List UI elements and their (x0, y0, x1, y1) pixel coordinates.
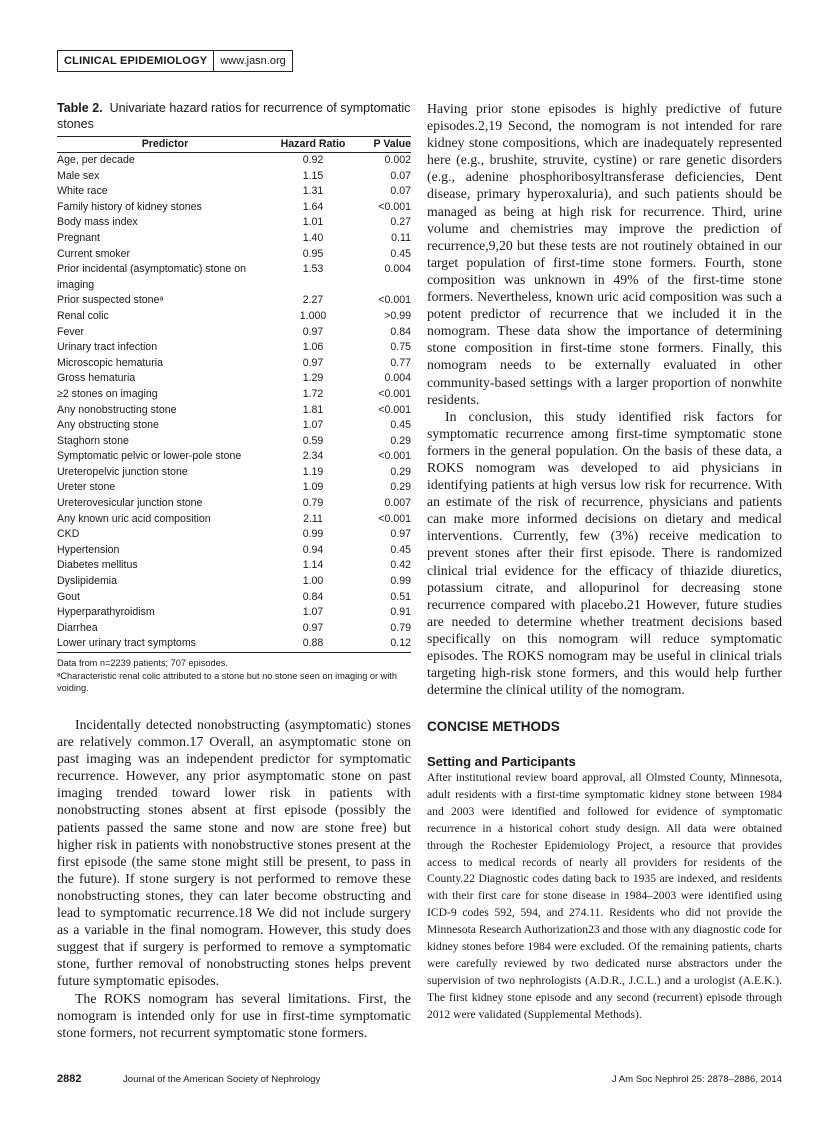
predictor-cell: Staghorn stone (57, 434, 129, 447)
predictor-cell: Dyslipidemia (57, 575, 118, 588)
p-value-cell: 0.12 (353, 636, 411, 652)
p-value-cell: 0.75 (390, 341, 411, 354)
table-row (57, 558, 411, 574)
p-value-cell: 0.002 (384, 154, 411, 166)
p-value-cell: <0.001 (378, 294, 411, 307)
section-heading-concise-methods: CONCISE METHODS (427, 719, 560, 734)
hazard-ratio-cell: 2.11 (303, 512, 323, 525)
table-row (57, 574, 411, 590)
predictor-cell: Ureterovesicular junction stone (57, 497, 203, 510)
paragraph: Having prior stone episodes is highly predictive of future episodes.2,19 Second, the nomogram is not intended for rare kidney stone compositions, which are inadequately represented here (e.g., brushite, struvite, cystine) or rare genetic disorders (e.g., adenine phosphoribosyltransferase deficiencies, Dent disease, primary hyperoxaluria), and such patients should be managed as being at high risk for recurrence. Third, urine volume and chemistries may improve the prediction of recurrence,9,20 but these tests are not routinely obtained in our target population of first-time stone formers. Fourth, stone composition was unknown in 49% of the first-time stone formers. Nevertheless, known uric acid composition was such a potent predictor of recurrence that we included it in the nomogram. These data show the importance of determining stone composition in first-time stone formers. Finally, this nomogram needs to be externally evaluated in other community-based settings with a larger proportion of nonwhite residents. (427, 101, 782, 407)
predictor-cell: Current smoker (57, 247, 130, 260)
p-value-cell: 0.45 (390, 247, 411, 260)
predictor-cell: Any nonobstructing stone (57, 403, 177, 416)
table-row (57, 512, 411, 528)
predictor-cell: Microscopic hematuria (57, 356, 163, 369)
predictor-cell: Fever (57, 325, 85, 338)
hazard-ratio-cell: 1.06 (302, 341, 324, 354)
hazard-ratio-cell: 1.01 (302, 216, 324, 229)
paragraph: The ROKS nomogram has several limitations. First, the nomogram is intended only for use in first-time symptomatic stone formers, not recurrent symptomatic stone formers. (57, 990, 411, 1040)
p-value-cell: 0.29 (390, 434, 411, 447)
predictor-cell: Any known uric acid composition (57, 512, 211, 525)
predictor-cell: ≥2 stones on imaging (57, 387, 158, 400)
column-header-hazard-ratio: Hazard Ratio (273, 137, 353, 153)
table-row (57, 293, 411, 309)
table-row (57, 153, 411, 169)
table-row (57, 480, 411, 496)
table-row (57, 169, 411, 185)
subsection-heading-setting: Setting and Participants (427, 754, 576, 769)
p-value-cell: 0.004 (384, 372, 411, 385)
p-value-cell: <0.001 (378, 387, 411, 400)
table-caption (57, 100, 411, 132)
p-value-cell: 0.91 (390, 606, 411, 619)
footer-citation: J Am Soc Nephrol 25: 2878–2886, 2014 (611, 1074, 782, 1085)
predictor-cell: Prior incidental (asymptomatic) stone on imaging (57, 263, 247, 291)
predictor-cell: Ureter stone (57, 481, 116, 494)
table-row (57, 247, 411, 263)
p-value-cell: 0.29 (390, 465, 411, 478)
table-row (57, 200, 411, 216)
table-note-data: Data from n=2239 patients; 707 episodes. (57, 658, 228, 668)
table-label: Table 2. (57, 101, 103, 115)
predictor-cell: Ureteropelvic junction stone (57, 465, 188, 478)
hazard-ratio-cell: 1.000 (299, 309, 327, 322)
table-row (57, 621, 411, 637)
table-row (57, 325, 411, 341)
predictor-cell: Pregnant (57, 231, 100, 244)
predictor-cell: Hypertension (57, 543, 120, 556)
hazard-ratio-cell: 0.97 (302, 325, 324, 338)
column-header-p-value: P Value (353, 137, 411, 153)
table-row (57, 465, 411, 481)
table-row (57, 356, 411, 372)
p-value-cell: 0.45 (390, 419, 411, 432)
p-value-cell: 0.07 (390, 185, 411, 198)
predictor-cell: Urinary tract infection (57, 341, 158, 354)
p-value-cell: 0.29 (390, 481, 411, 494)
predictor-cell: Renal colic (57, 309, 109, 322)
hazard-ratio-cell: 1.00 (302, 575, 324, 588)
predictor-cell: Any obstructing stone (57, 419, 159, 432)
table-row (57, 184, 411, 200)
predictor-cell: Diarrhea (57, 621, 98, 634)
table-row (57, 340, 411, 356)
table-row (57, 527, 411, 543)
p-value-cell: <0.001 (378, 450, 411, 463)
predictor-cell: Lower urinary tract symptoms (57, 636, 273, 652)
predictor-cell: Prior suspected stoneᵃ (57, 294, 164, 307)
hazard-ratio-cell: 0.92 (302, 154, 324, 166)
hazard-ratio-cell: 2.34 (302, 450, 324, 463)
hazard-ratio-cell: 0.79 (302, 497, 324, 510)
hazard-ratio-cell: 1.07 (302, 606, 324, 619)
hazard-ratio-cell: 1.31 (302, 185, 324, 198)
table-row (57, 231, 411, 247)
p-value-cell: 0.77 (390, 356, 411, 369)
table-row (57, 496, 411, 512)
left-text-block (57, 716, 411, 1041)
table-row (57, 449, 411, 465)
section-label: CLINICAL EPIDEMIOLOGY (58, 51, 214, 71)
p-value-cell: <0.001 (378, 512, 411, 525)
table-footnotes (57, 657, 411, 695)
p-value-cell: 0.51 (390, 590, 411, 603)
predictor-cell: Body mass index (57, 216, 138, 229)
hazard-ratio-cell: 0.84 (302, 590, 324, 603)
hazard-ratio-cell: 0.88 (273, 636, 353, 652)
hazard-ratio-cell: 0.99 (302, 528, 324, 541)
p-value-cell: 0.42 (390, 559, 411, 572)
right-column (427, 100, 782, 698)
hazard-ratio-cell: 1.07 (302, 419, 324, 432)
hazard-ratio-cell: 1.14 (302, 559, 324, 572)
p-value-cell: 0.99 (390, 575, 411, 588)
left-column (57, 100, 411, 695)
table-row (57, 262, 411, 293)
predictor-cell: Age, per decade (57, 154, 135, 166)
predictor-cell: Symptomatic pelvic or lower-pole stone (57, 450, 242, 463)
p-value-cell: 0.97 (390, 528, 411, 541)
table-row (57, 309, 411, 325)
paragraph: Incidentally detected nonobstructing (asymptomatic) stones are relatively common.17 Overall, an asymptomatic stone on past imaging was an independent predictor for symptomatic recurrence. However, any prior asymptomatic stone on past imaging trended toward lower risk in patients with nonobstructing stones absent at first episode (possibly the patients passed the same stone and now are stone free) but higher risk in patients with nonobstructive stones present at the first episode (the same stone might still be present, to pass in the future). If stone surgery is not performed to remove these nonobstructing stones, they can later become obstructing and lead to symptomatic recurrence.18 We did not include surgery as a variable in the final nomogram. However, this study does suggest that if surgery is performed to remove a symptomatic stone, further removal of nonobstructing stones helps prevent future symptomatic episodes. (57, 717, 411, 989)
table-row (57, 590, 411, 606)
page-footer (57, 1073, 782, 1089)
table-row (57, 387, 411, 403)
table-row (57, 636, 411, 652)
hazard-ratio-cell: 0.94 (302, 543, 324, 556)
hazard-ratio-cell: 1.29 (302, 372, 324, 385)
paragraph: In conclusion, this study identified risk factors for symptomatic recurrence among first-time symptomatic stone formers in the general population. On the basis of these data, a ROKS nomogram was developed to aid physicians in identifying patients at high versus low risk for recurrence. With an estimate of the risk of recurrence, physicians and patients can make more informed decisions on dietary and medical interventions. Currently, few (3%) receive medication to prevent stones after their first episode. There is randomized clinical trial evidence for the efficacy of thiazide diuretics, potassium citrate, and allopurinol for decreasing stone recurrence compared with placebo.21 However, future studies are needed to determine whether treatment decisions based specifically on this nomogram will reduce symptomatic episodes. The ROKS nomogram may be useful in clinical trials targeting high-risk stone formers, and this would help further determine the clinical utility of the nomogram. (427, 408, 782, 698)
methods-paragraph: After institutional review board approval, all Olmsted County, Minnesota, adult residents with a first-time symptomatic kidney stone between 1984 and 2003 were identified and followed for evidence of symptomatic recurrence in a historical cohort study design. All data were obtained through the Rochester Epidemiology Project, a resource that provides access to medical records of nearly all providers for residents of the County.22 Diagnostic codes dating back to 1935 are indexed, and residents with their first care for stone disease in 1984–2003 were identified using ICD-9 codes 592, 594, and 274.11. Residents who did not provide the Minnesota Research Authorization23 and those with any diagnostic code for kidney stones before 1984 were excluded. Of the remaining patients, charts were carefully reviewed by two dedicated nurse abstractors under the supervision of two nephrologists (A.D.R., J.C.L.) and a urologist (A.E.K.). The first kidney stone episode and any second (recurrent) episode through 2012 were validated (Supplemental Methods). (427, 771, 782, 1021)
p-value-cell: 0.007 (384, 497, 411, 510)
column-header-predictor: Predictor (57, 137, 273, 153)
p-value-cell: 0.45 (390, 543, 411, 556)
hazard-ratio-cell: 1.81 (302, 403, 324, 416)
running-header (57, 50, 293, 72)
p-value-cell: 0.11 (391, 231, 411, 244)
p-value-cell: <0.001 (378, 200, 411, 213)
hazard-ratio-cell: 1.64 (302, 200, 324, 213)
table-header-row (57, 137, 411, 153)
table-row (57, 215, 411, 231)
hazard-ratio-cell: 0.97 (302, 621, 324, 634)
table-body (57, 153, 411, 653)
footer-journal: Journal of the American Society of Nephrology (123, 1074, 321, 1085)
p-value-cell: <0.001 (378, 403, 411, 416)
hazard-ratio-cell: 1.72 (302, 387, 324, 400)
journal-url[interactable]: www.jasn.org (220, 55, 286, 67)
predictor-cell: Gross hematuria (57, 372, 136, 385)
hazard-ratio-cell: 1.53 (302, 263, 324, 276)
table-row (57, 434, 411, 450)
predictor-cell: Diabetes mellitus (57, 559, 138, 572)
p-value-cell: >0.99 (384, 309, 411, 322)
hazard-ratio-cell: 1.40 (302, 231, 324, 244)
table-row (57, 418, 411, 434)
hazard-ratio-cell: 1.09 (302, 481, 324, 494)
predictor-cell: White race (57, 185, 108, 198)
hazard-ratio-cell: 0.59 (302, 434, 324, 447)
p-value-cell: 0.84 (390, 325, 411, 338)
hazard-ratio-cell: 2.27 (302, 294, 324, 307)
predictor-cell: Family history of kidney stones (57, 200, 202, 213)
hazard-ratio-cell: 0.95 (302, 247, 324, 260)
table-title: Univariate hazard ratios for recurrence of symptomatic stones (57, 101, 411, 131)
table-row (57, 605, 411, 621)
table-note-a: ᵃCharacteristic renal colic attributed to a stone but no stone seen on imaging or with voiding. (57, 670, 397, 693)
hazard-ratio-cell: 0.97 (302, 356, 324, 369)
table-row (57, 543, 411, 559)
hazard-ratio-table (57, 136, 411, 653)
predictor-cell: Male sex (57, 169, 100, 182)
predictor-cell: CKD (57, 528, 80, 541)
p-value-cell: 0.27 (390, 216, 411, 229)
table-row (57, 371, 411, 387)
predictor-cell: Gout (57, 590, 80, 603)
table-row (57, 403, 411, 419)
predictor-cell: Hyperparathyroidism (57, 606, 155, 619)
hazard-ratio-cell: 1.15 (302, 169, 324, 182)
p-value-cell: 0.004 (384, 263, 411, 276)
hazard-ratio-cell: 1.19 (302, 465, 324, 478)
p-value-cell: 0.07 (390, 169, 411, 182)
page-number: 2882 (57, 1073, 82, 1085)
p-value-cell: 0.79 (390, 621, 411, 634)
